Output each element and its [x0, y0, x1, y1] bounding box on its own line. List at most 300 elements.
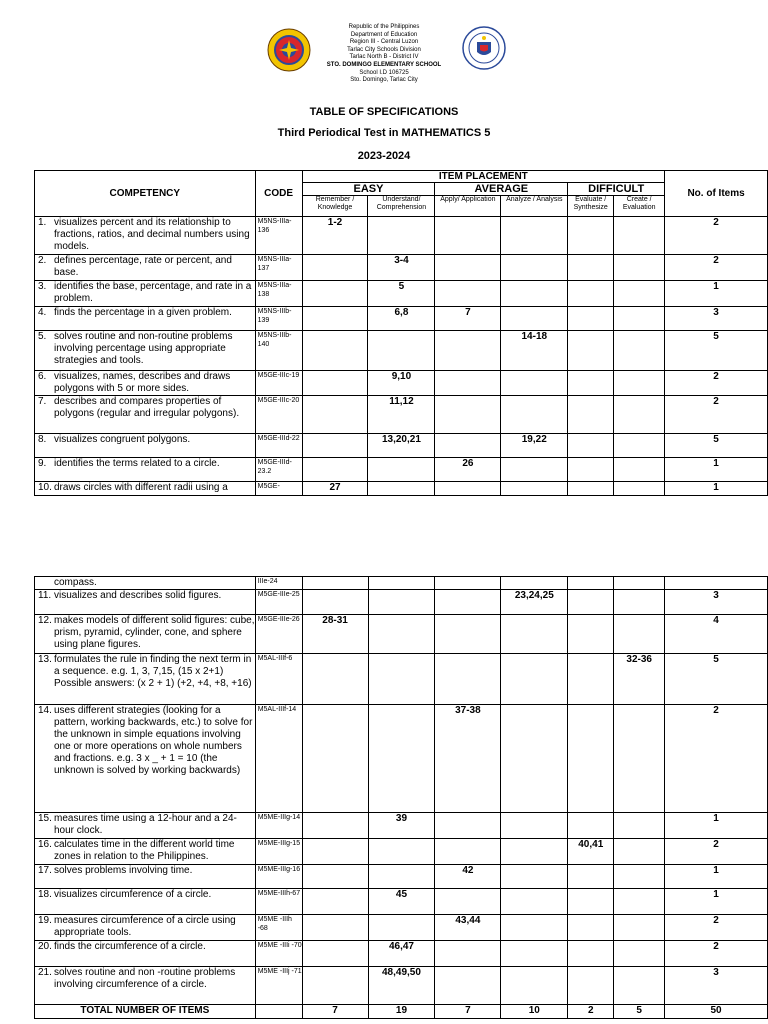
- item-cell: [302, 654, 368, 705]
- item-cell: [368, 865, 435, 889]
- item-cell: 6,8: [368, 307, 435, 331]
- competency-row: [35, 307, 768, 331]
- competency-text: solves problems involving time.: [54, 865, 193, 876]
- item-cell: 46,47: [368, 941, 435, 967]
- competency-row: [35, 967, 768, 1005]
- competency-number: 17.: [38, 865, 52, 876]
- item-cell: [302, 813, 368, 839]
- competency-text: draws circles with different radii using a: [54, 482, 228, 493]
- competency-number: 21.: [38, 967, 52, 978]
- total-cell: 3: [665, 967, 768, 1005]
- item-cell: [302, 577, 368, 590]
- competency-number: 12.: [38, 615, 52, 626]
- item-cell: [435, 839, 501, 865]
- item-cell: [568, 967, 614, 1005]
- competency-text: describes and compares properties of polygons (regular and irregular polygons).: [54, 396, 240, 419]
- item-cell: [435, 482, 501, 496]
- item-cell: [614, 590, 665, 615]
- item-cell: [302, 889, 368, 915]
- item-cell: [501, 839, 568, 865]
- header-line: Region III - Central Luzon: [349, 39, 419, 46]
- total-cell: 1: [665, 813, 768, 839]
- item-cell: [568, 331, 614, 371]
- item-cell: 1-2: [302, 217, 368, 255]
- competency-number: 11.: [38, 590, 52, 601]
- item-cell: [614, 705, 665, 813]
- item-cell: [568, 371, 614, 396]
- item-cell: 19,22: [501, 434, 568, 458]
- competency-row: [35, 371, 768, 396]
- item-cell: [302, 865, 368, 889]
- competency-text: visualizes circumference of a circle.: [54, 889, 212, 900]
- competency-row: [35, 577, 768, 590]
- competency-cell: [35, 915, 256, 941]
- item-cell: [302, 255, 368, 281]
- competency-text: formulates the rule in finding the next term in a sequence. e.g. 1, 3, 7,15, (15 x 2+1) Possible answers: (x 2 + 1) (+2, +4, +8, +16): [54, 654, 252, 689]
- competency-cell: [35, 967, 256, 1005]
- item-cell: [368, 705, 435, 813]
- item-cell: [501, 889, 568, 915]
- code-cell: M5ME -IIIi -70: [255, 941, 302, 967]
- item-cell: [368, 577, 435, 590]
- item-cell: [435, 889, 501, 915]
- item-cell: [568, 941, 614, 967]
- item-cell: [368, 615, 435, 654]
- item-cell: [568, 396, 614, 434]
- code-cell: M5ME-IIIg-16: [255, 865, 302, 889]
- item-cell: 27: [302, 482, 368, 496]
- total-cell: 5: [665, 434, 768, 458]
- competency-number: 4.: [38, 307, 47, 318]
- item-cell: [302, 705, 368, 813]
- item-cell: [568, 813, 614, 839]
- competency-cell: [35, 482, 256, 496]
- competency-row: [35, 865, 768, 889]
- item-cell: [501, 307, 568, 331]
- code-cell: M5GE-IIId-23.2: [255, 458, 302, 482]
- item-cell: 14-18: [501, 331, 568, 371]
- item-cell: [614, 865, 665, 889]
- header-analyze: Analyze / Analysis: [501, 196, 568, 217]
- item-cell: [501, 941, 568, 967]
- competency-row: [35, 915, 768, 941]
- item-cell: [302, 281, 368, 307]
- competency-row: [35, 331, 768, 371]
- competency-cell: [35, 615, 256, 654]
- item-cell: [302, 458, 368, 482]
- item-cell: [614, 307, 665, 331]
- competency-number: 13.: [38, 654, 52, 665]
- competency-number: 3.: [38, 281, 47, 292]
- item-cell: [302, 941, 368, 967]
- item-cell: [614, 281, 665, 307]
- total-cell: 2: [665, 839, 768, 865]
- header-line: Republic of the Philippines: [348, 24, 420, 30]
- item-cell: 28-31: [302, 615, 368, 654]
- item-cell: [368, 915, 435, 941]
- competency-cell: [35, 434, 256, 458]
- item-cell: 39: [368, 813, 435, 839]
- competency-number: 16.: [38, 839, 52, 850]
- header-easy: EASY: [302, 183, 435, 196]
- competency-cell: [35, 371, 256, 396]
- item-cell: [614, 615, 665, 654]
- competency-number: 1.: [38, 217, 47, 228]
- total-cell: 2: [665, 217, 768, 255]
- competency-number: 19.: [38, 915, 52, 926]
- item-cell: [568, 654, 614, 705]
- item-cell: [435, 941, 501, 967]
- doc-subtitle: Third Periodical Test in MATHEMATICS 5: [277, 127, 491, 139]
- item-cell: [302, 915, 368, 941]
- competency-text: uses different strategies (looking for a pattern, working backwards, etc.) to solve for the unknown in simple equations involving one or more operations on whole numbers and fractions. e.g. 3 x _ + 1 = 10 (the unknown is solved by working backwards): [54, 705, 253, 776]
- header-no-items: No. of Items: [665, 171, 768, 217]
- competency-row: [35, 217, 768, 255]
- competency-row: [35, 396, 768, 434]
- item-cell: [501, 458, 568, 482]
- item-cell: [501, 217, 568, 255]
- competency-cell: [35, 281, 256, 307]
- letterhead: [0, 24, 768, 96]
- competency-cell: [35, 577, 256, 590]
- competency-row: [35, 813, 768, 839]
- competency-cell: [35, 889, 256, 915]
- competency-number: 10.: [38, 482, 52, 493]
- competency-row: [35, 281, 768, 307]
- competency-number: 18.: [38, 889, 52, 900]
- code-cell: M5ME -IIIh -68: [255, 915, 302, 941]
- totals-cell: 10: [501, 1005, 568, 1019]
- total-cell: 1: [665, 482, 768, 496]
- item-cell: 37-38: [435, 705, 501, 813]
- totals-cell: 5: [614, 1005, 665, 1019]
- total-cell: 2: [665, 705, 768, 813]
- totals-grand: 50: [665, 1005, 768, 1019]
- item-cell: [568, 458, 614, 482]
- competency-number: 9.: [38, 458, 47, 469]
- item-cell: [501, 654, 568, 705]
- item-cell: [501, 813, 568, 839]
- item-cell: 23,24,25: [501, 590, 568, 615]
- item-cell: 3-4: [368, 255, 435, 281]
- competency-cell: [35, 839, 256, 865]
- competency-cell: [35, 255, 256, 281]
- competency-row: [35, 941, 768, 967]
- competency-text: visualizes, names, describes and draws polygons with 5 or more sides.: [54, 371, 231, 394]
- total-cell: 2: [665, 915, 768, 941]
- competency-text: visualizes congruent polygons.: [54, 434, 191, 445]
- header-remember: Remember / Knowledge: [302, 196, 368, 217]
- item-cell: [368, 458, 435, 482]
- total-cell: 2: [665, 255, 768, 281]
- item-cell: [614, 889, 665, 915]
- competency-text: identifies the base, percentage, and rate in a problem.: [54, 281, 252, 304]
- doc-year: 2023-2024: [357, 150, 411, 162]
- competency-cell: [35, 331, 256, 371]
- item-cell: [568, 865, 614, 889]
- header-line: Department of Education: [350, 31, 418, 38]
- item-cell: [368, 654, 435, 705]
- item-cell: [568, 889, 614, 915]
- item-cell: [568, 615, 614, 654]
- totals-cell: 2: [568, 1005, 614, 1019]
- competency-cell: [35, 813, 256, 839]
- item-cell: [302, 396, 368, 434]
- code-cell: M5NS-IIIa-138: [255, 281, 302, 307]
- item-cell: 42: [435, 865, 501, 889]
- competency-text: measures time using a 12-hour and a 24-hour clock.: [54, 813, 237, 836]
- code-cell: M5GE-: [255, 482, 302, 496]
- header-line: Tarlac North B - District IV: [349, 54, 419, 61]
- code-cell: IIIe-24: [255, 577, 302, 590]
- totals-code-cell: [255, 1005, 302, 1019]
- competency-number: 14.: [38, 705, 52, 716]
- competency-number: 2.: [38, 255, 47, 266]
- item-cell: 9,10: [368, 371, 435, 396]
- totals-cell: 7: [435, 1005, 501, 1019]
- item-cell: [501, 255, 568, 281]
- item-cell: [435, 813, 501, 839]
- item-cell: 40,41: [568, 839, 614, 865]
- competency-number: 5.: [38, 331, 47, 342]
- item-cell: [568, 434, 614, 458]
- competency-text: finds the circumference of a circle.: [54, 941, 206, 952]
- letterhead-text: [300, 24, 468, 85]
- competency-cell: [35, 307, 256, 331]
- total-cell: [665, 577, 768, 590]
- school-id: School I.D 106725: [359, 69, 409, 76]
- competency-text: calculates time in the different world time zones in relation to the Philippines.: [54, 839, 235, 862]
- total-cell: 1: [665, 865, 768, 889]
- item-cell: [568, 217, 614, 255]
- item-cell: [435, 281, 501, 307]
- code-cell: M5AL-IIIf-14: [255, 705, 302, 813]
- totals-row: [35, 1005, 768, 1019]
- total-cell: 1: [665, 458, 768, 482]
- item-cell: 48,49,50: [368, 967, 435, 1005]
- item-cell: [302, 371, 368, 396]
- school-address: Sto. Domingo, Tarlac City: [350, 77, 418, 84]
- item-cell: 11,12: [368, 396, 435, 434]
- total-cell: 4: [665, 615, 768, 654]
- item-cell: [568, 281, 614, 307]
- total-cell: 5: [665, 331, 768, 371]
- item-cell: [614, 813, 665, 839]
- item-cell: [568, 915, 614, 941]
- header-evaluate: Evaluate / Synthesize: [568, 196, 614, 217]
- item-cell: [435, 615, 501, 654]
- item-cell: [501, 865, 568, 889]
- item-cell: [435, 255, 501, 281]
- competency-text: visualizes and describes solid figures.: [54, 590, 222, 601]
- header-understand: Understand/ Comprehension: [368, 196, 435, 217]
- item-cell: [435, 577, 501, 590]
- item-cell: [435, 654, 501, 705]
- header-line: Tarlac City Schools Division: [347, 46, 421, 53]
- competency-cell: [35, 217, 256, 255]
- code-cell: M5GE-IIIc-20: [255, 396, 302, 434]
- competency-text: makes models of different solid figures: cube, prism, pyramid, cylinder, cone, and sphere using plane figures.: [54, 615, 255, 650]
- code-cell: M5NS-IIIa-136: [255, 217, 302, 255]
- header-create: Create / Evaluation: [614, 196, 665, 217]
- item-cell: 26: [435, 458, 501, 482]
- item-cell: [568, 482, 614, 496]
- item-cell: [435, 217, 501, 255]
- competency-number: 7.: [38, 396, 47, 407]
- code-cell: M5GE-IIId-22: [255, 434, 302, 458]
- item-cell: [568, 577, 614, 590]
- item-cell: [435, 967, 501, 1005]
- item-cell: 7: [435, 307, 501, 331]
- total-cell: 3: [665, 307, 768, 331]
- competency-text: finds the percentage in a given problem.: [54, 307, 232, 318]
- item-cell: [568, 255, 614, 281]
- item-cell: [614, 371, 665, 396]
- competency-row: [35, 889, 768, 915]
- item-cell: [435, 396, 501, 434]
- item-cell: [302, 590, 368, 615]
- item-cell: [302, 307, 368, 331]
- totals-cell: 19: [368, 1005, 435, 1019]
- item-cell: [614, 915, 665, 941]
- competency-row: [35, 839, 768, 865]
- item-cell: [435, 331, 501, 371]
- item-cell: 45: [368, 889, 435, 915]
- competency-cell: [35, 865, 256, 889]
- competency-cell: [35, 705, 256, 813]
- item-cell: [302, 839, 368, 865]
- item-cell: [368, 217, 435, 255]
- competency-number: 15.: [38, 813, 52, 824]
- item-cell: [614, 577, 665, 590]
- competency-text: defines percentage, rate or percent, and base.: [54, 255, 232, 278]
- code-cell: M5ME -IIIj -71: [255, 967, 302, 1005]
- competency-row: [35, 615, 768, 654]
- total-cell: 2: [665, 941, 768, 967]
- competency-text: measures circumference of a circle using appropriate tools.: [54, 915, 236, 938]
- deped-seal-right-icon: [462, 26, 506, 70]
- competency-cell: [35, 396, 256, 434]
- item-cell: [614, 255, 665, 281]
- code-cell: M5GE-IIIc-19: [255, 371, 302, 396]
- total-cell: 2: [665, 396, 768, 434]
- competency-number: 8.: [38, 434, 47, 445]
- totals-cell: 7: [302, 1005, 368, 1019]
- code-cell: M5GE-IIIe-26: [255, 615, 302, 654]
- item-cell: [368, 331, 435, 371]
- code-cell: M5NS-IIIb-140: [255, 331, 302, 371]
- item-cell: [614, 458, 665, 482]
- code-cell: M5ME-IIIg-14: [255, 813, 302, 839]
- tos-table-part1: [34, 170, 768, 496]
- competency-row: [35, 458, 768, 482]
- item-cell: [568, 307, 614, 331]
- item-cell: [435, 434, 501, 458]
- competency-row: [35, 255, 768, 281]
- competency-cell: [35, 458, 256, 482]
- item-cell: [368, 482, 435, 496]
- item-cell: [501, 281, 568, 307]
- item-cell: [501, 577, 568, 590]
- item-cell: [568, 705, 614, 813]
- item-cell: [614, 482, 665, 496]
- total-cell: 2: [665, 371, 768, 396]
- total-cell: 3: [665, 590, 768, 615]
- item-cell: [614, 967, 665, 1005]
- item-cell: [302, 434, 368, 458]
- code-cell: M5ME-IIIh-67: [255, 889, 302, 915]
- competency-number: [38, 577, 54, 589]
- header-difficult: DIFFICULT: [568, 183, 665, 196]
- totals-label: TOTAL NUMBER OF ITEMS: [35, 1005, 256, 1019]
- item-cell: [501, 705, 568, 813]
- item-cell: [614, 839, 665, 865]
- competency-cell: [35, 654, 256, 705]
- item-cell: 13,20,21: [368, 434, 435, 458]
- item-cell: [501, 615, 568, 654]
- item-cell: [614, 941, 665, 967]
- item-cell: [435, 371, 501, 396]
- header-item-placement: ITEM PLACEMENT: [302, 171, 665, 183]
- competency-number: 20.: [38, 941, 52, 952]
- competency-number: 6.: [38, 371, 47, 382]
- header-apply: Apply/ Application: [435, 196, 501, 217]
- item-cell: [501, 371, 568, 396]
- header-average: AVERAGE: [435, 183, 568, 196]
- code-cell: M5ME-IIIg-15: [255, 839, 302, 865]
- code-cell: M5GE-IIIe-25: [255, 590, 302, 615]
- header-code: CODE: [255, 171, 302, 217]
- total-cell: 1: [665, 281, 768, 307]
- item-cell: [614, 217, 665, 255]
- competency-row: [35, 705, 768, 813]
- item-cell: [368, 590, 435, 615]
- item-cell: [302, 331, 368, 371]
- tos-table-part2: [34, 576, 768, 1019]
- item-cell: [368, 839, 435, 865]
- item-cell: [501, 482, 568, 496]
- total-cell: 5: [665, 654, 768, 705]
- total-cell: 1: [665, 889, 768, 915]
- competency-text: solves routine and non -routine problems involving circumference of a circle.: [54, 967, 236, 990]
- competency-row: [35, 482, 768, 496]
- item-cell: [614, 331, 665, 371]
- school-name: STO. DOMINGO ELEMENTARY SCHOOL: [326, 61, 442, 68]
- competency-row: [35, 654, 768, 705]
- competency-row: [35, 434, 768, 458]
- competency-text: solves routine and non-routine problems involving percentage using appropriate strategies and tools.: [54, 331, 233, 366]
- code-cell: M5AL-IIIf-6: [255, 654, 302, 705]
- doc-title: TABLE OF SPECIFICATIONS: [309, 106, 459, 118]
- competency-row: [35, 590, 768, 615]
- item-cell: [568, 590, 614, 615]
- competency-cell: [35, 941, 256, 967]
- competency-text: visualizes percent and its relationship to fractions, ratios, and decimal numbers using models.: [54, 217, 250, 252]
- competency-cell: [35, 590, 256, 615]
- item-cell: 5: [368, 281, 435, 307]
- item-cell: 43,44: [435, 915, 501, 941]
- code-cell: M5NS-IIIa-137: [255, 255, 302, 281]
- competency-text: compass.: [54, 577, 97, 588]
- item-cell: [435, 590, 501, 615]
- header-competency: COMPETENCY: [35, 171, 256, 217]
- item-cell: [501, 967, 568, 1005]
- item-cell: 32-36: [614, 654, 665, 705]
- code-cell: M5NS-IIIb-139: [255, 307, 302, 331]
- item-cell: [614, 396, 665, 434]
- competency-text: identifies the terms related to a circle.: [54, 458, 220, 469]
- item-cell: [501, 915, 568, 941]
